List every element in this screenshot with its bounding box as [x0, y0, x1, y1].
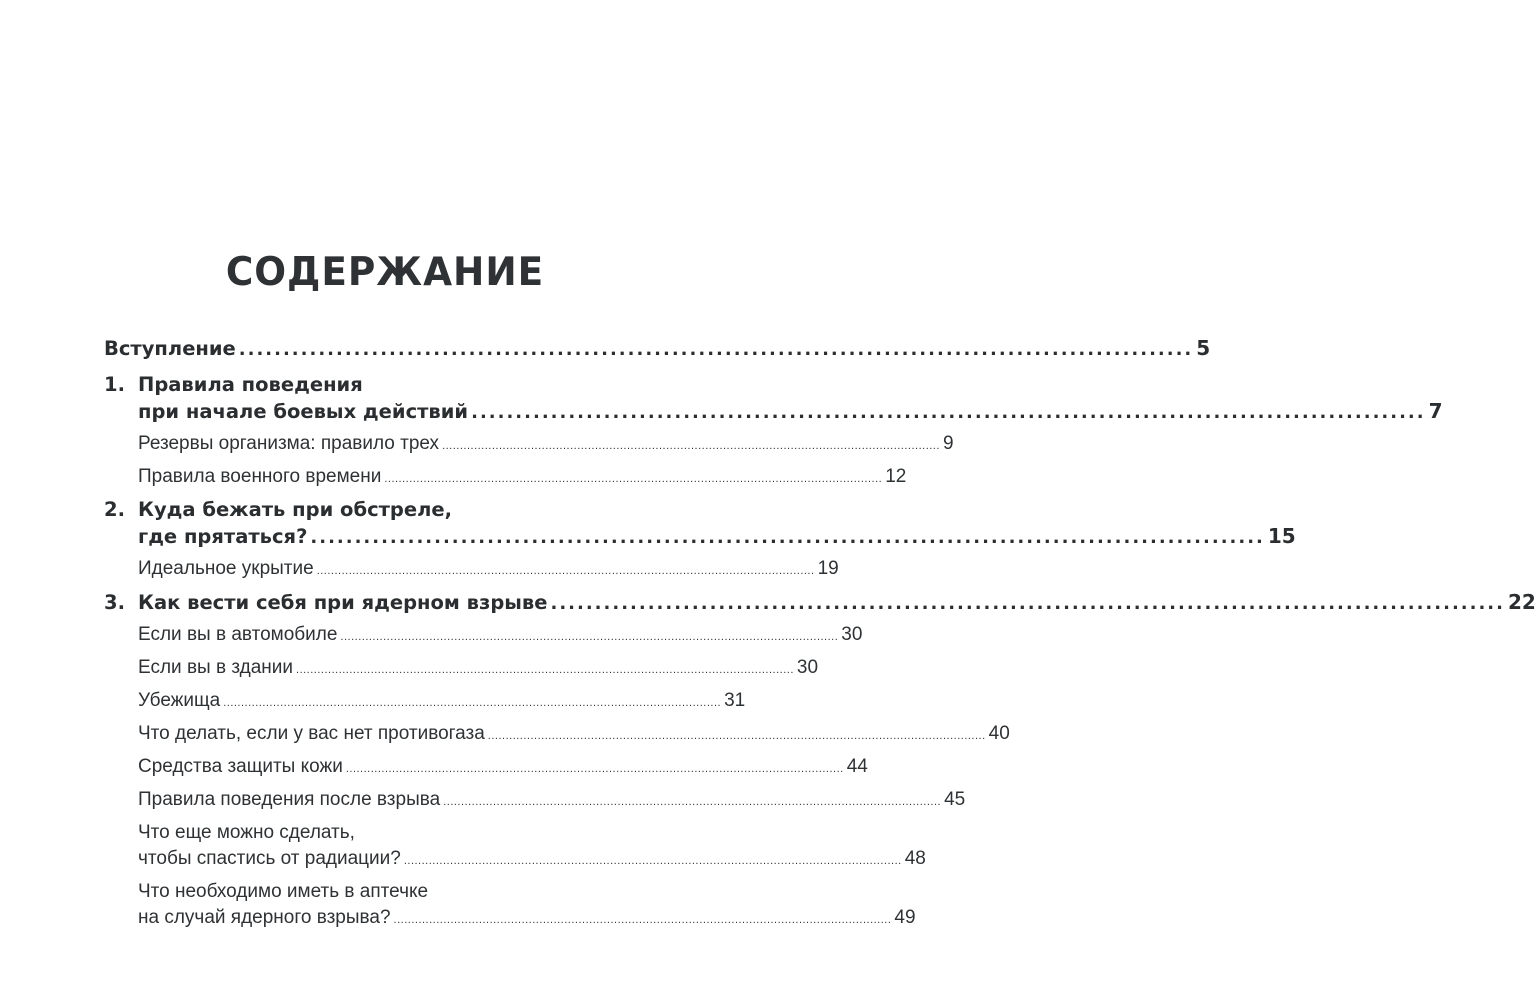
chapter-title-line-2: при начале боевых действий	[138, 400, 469, 423]
toc-entry-label-line-1: Что еще можно сделать,	[138, 822, 355, 843]
toc-entry-label: Если вы в здании	[138, 657, 294, 678]
leader-dots: ............................................................................................................................................	[223, 697, 722, 709]
toc-page-number: 12	[885, 466, 907, 487]
leader-dots: ............................................................................................................	[471, 402, 1426, 423]
chapter-title-line-1: Куда бежать при обстреле,	[138, 498, 453, 521]
toc-page-number: 9	[942, 433, 954, 454]
chapter-number: 2.	[104, 498, 125, 521]
toc-page-number: 5	[1196, 336, 1211, 360]
toc-subentry	[104, 787, 966, 815]
toc-subentry	[104, 464, 907, 492]
chapter-number: 3.	[104, 591, 125, 614]
leader-dots: ............................................................................................................................................	[296, 664, 794, 676]
toc-page-number: 49	[894, 907, 916, 928]
leader-dots: ............................................................................................................................................	[316, 565, 815, 577]
leader-dots: ............................................................................................................................................	[443, 796, 942, 808]
leader-dots: ............................................................................................................	[550, 593, 1505, 614]
chapter-number: 1.	[104, 373, 125, 396]
toc-entry-label-line-1: Что необходимо иметь в аптечке	[138, 881, 429, 902]
toc-page-number: 7	[1428, 399, 1443, 423]
toc-page-number: 15	[1267, 524, 1296, 548]
leader-dots: ............................................................................................................................................	[403, 855, 902, 867]
toc-chapter-3	[104, 589, 1536, 617]
leader-dots: ............................................................................................................................................	[442, 440, 940, 452]
leader-dots: ............................................................................................................................................	[340, 631, 839, 643]
toc-page-number: 30	[796, 657, 819, 678]
toc-entry-label-line-2: чтобы спастись от радиации?	[138, 848, 401, 869]
toc-subentry	[104, 431, 954, 459]
toc-page-number: 31	[724, 690, 746, 711]
toc-subentry	[104, 655, 819, 683]
leader-dots: ............................................................................................................	[238, 339, 1194, 360]
toc-entry-label: Правила военного времени	[138, 466, 382, 487]
chapter-title-line-1: Правила поведения	[138, 373, 363, 396]
toc-entry-label: Убежища	[138, 690, 221, 711]
toc-page-number: 44	[846, 756, 868, 777]
toc-subentry	[104, 820, 926, 874]
toc-entry-label: Резервы организма: правило трех	[138, 433, 440, 454]
leader-dots: ............................................................................................................	[310, 527, 1265, 548]
toc-page-number: 45	[944, 789, 966, 810]
leader-dots: ............................................................................................................................................	[384, 473, 883, 485]
toc-subentry	[104, 754, 868, 782]
toc-page-number: 19	[817, 558, 839, 579]
toc-page-number: 22	[1507, 590, 1536, 614]
toc-subentry	[104, 688, 746, 716]
toc-subentry	[104, 556, 839, 584]
toc-entry-label-line-2: на случай ядерного взрыва?	[138, 907, 391, 928]
toc-entry-label: Вступление	[104, 337, 236, 360]
toc-entry-label: Правила поведения после взрыва	[138, 789, 441, 810]
toc-entry-intro	[104, 335, 1211, 363]
toc-chapter-2	[104, 497, 1296, 551]
toc-page-number: 40	[988, 723, 1010, 744]
table-of-contents	[104, 332, 1536, 933]
chapter-title-line-2: где прятаться?	[138, 525, 308, 548]
toc-entry-label: Если вы в автомобиле	[138, 624, 338, 645]
toc-chapter-1	[104, 372, 1443, 426]
toc-page-number: 30	[841, 624, 863, 645]
toc-entry-label: Что делать, если у вас нет противогаза	[138, 723, 485, 744]
toc-entry-label: Идеальное укрытие	[138, 558, 314, 579]
toc-subentry	[104, 721, 1010, 749]
toc-subentry	[104, 879, 916, 933]
chapter-title-line-1: Как вести себя при ядерном взрыве	[138, 591, 548, 614]
page-title: СОДЕРЖАНИЕ	[225, 250, 545, 295]
leader-dots: ............................................................................................................................................	[393, 914, 892, 926]
leader-dots: ............................................................................................................................................	[487, 730, 986, 742]
toc-entry-label: Средства защиты кожи	[138, 756, 343, 777]
toc-page-number: 48	[904, 848, 926, 869]
leader-dots: ............................................................................................................................................	[345, 763, 844, 775]
toc-subentry	[104, 622, 863, 650]
